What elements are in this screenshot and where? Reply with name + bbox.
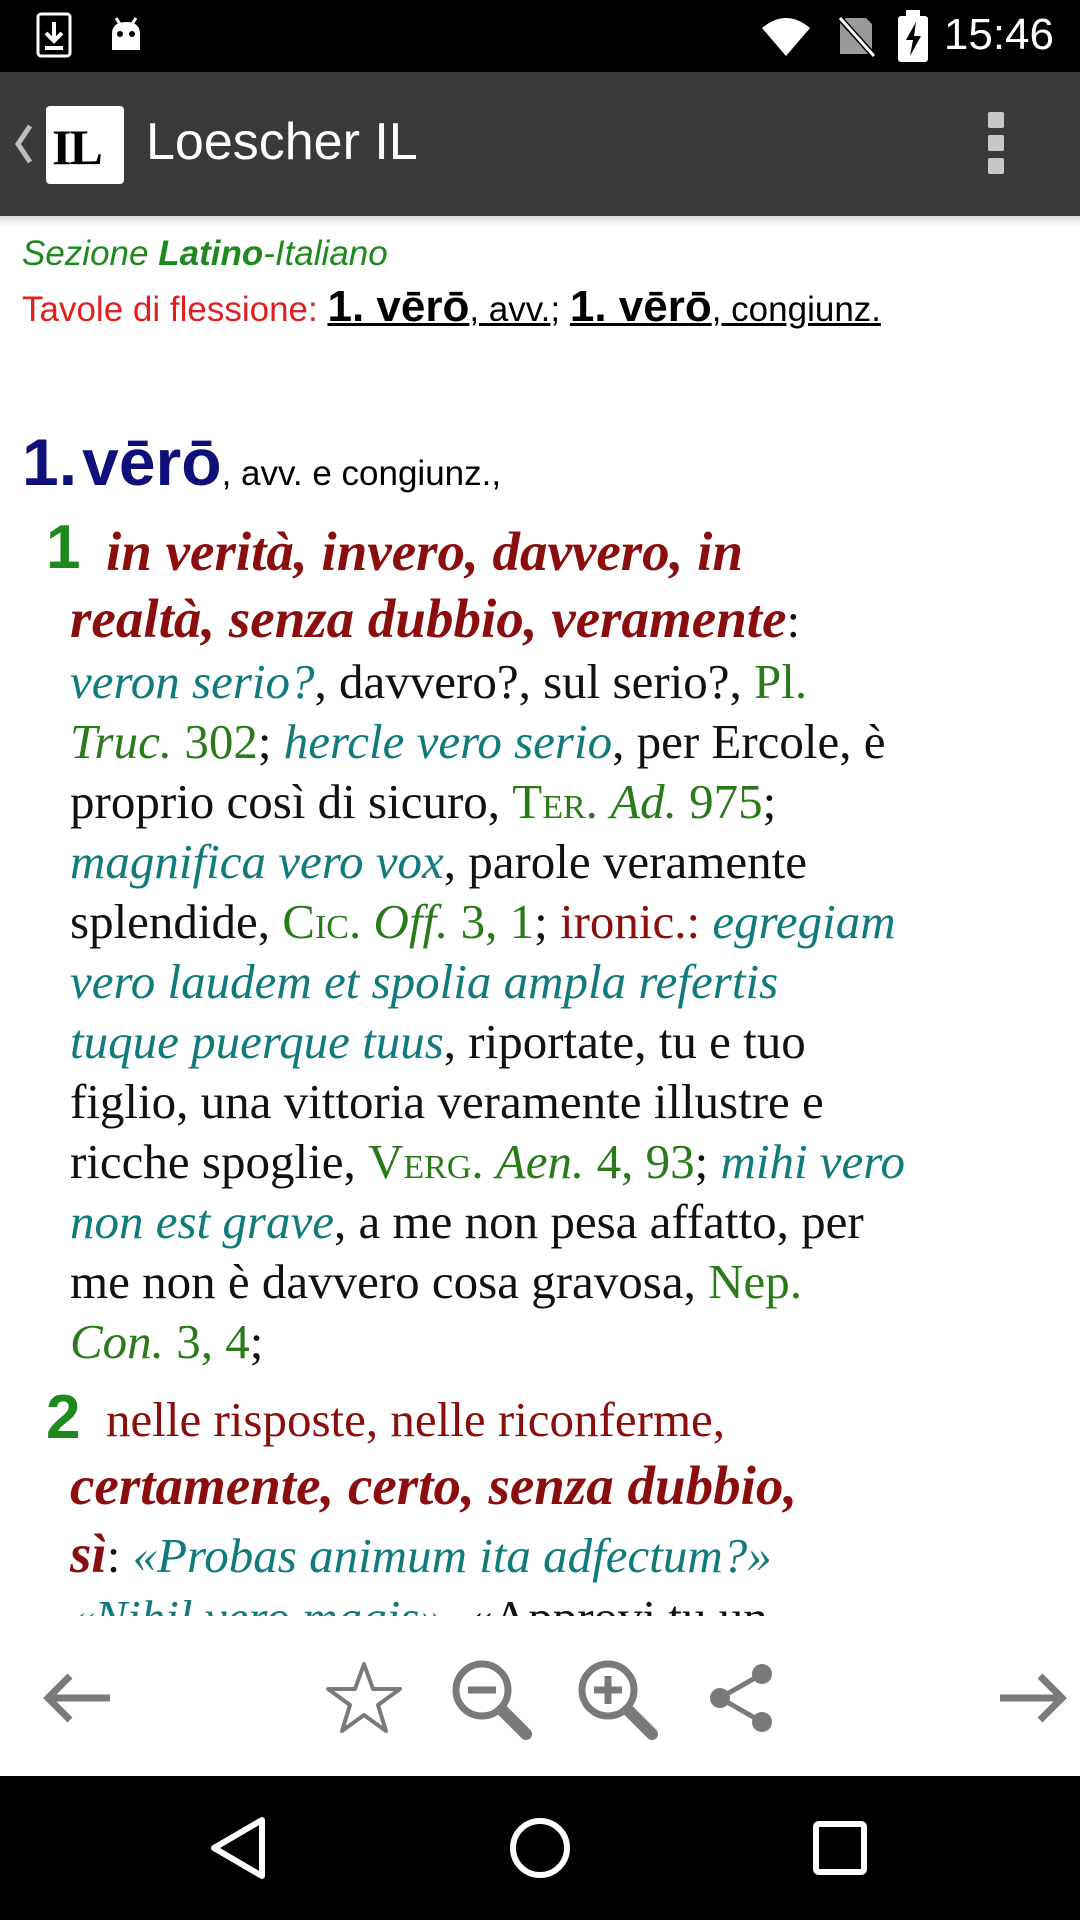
example: tuque puerque tuus [70,1014,444,1069]
nav-home-icon[interactable] [504,1812,576,1884]
gloss: me non è davvero cosa gravosa, [70,1254,709,1309]
zoom-out-icon[interactable] [448,1656,532,1740]
punct: ; [534,894,560,949]
source-author[interactable]: Nep. [708,1254,803,1309]
source-ref: 975 [676,774,763,829]
headword: vērō [82,425,222,499]
inflection-tables-label: Tavole di flessione: [22,290,318,329]
share-icon[interactable] [700,1656,784,1740]
source-work[interactable]: Con. [70,1314,164,1369]
overflow-menu-icon[interactable] [978,112,1014,176]
example: vero laudem et spolia ampla refertis [70,954,779,1009]
sense-translation: realtà, senza dubbio, veramente [70,588,787,649]
headword-number: 1. [22,425,78,499]
sense-number: 1 [46,513,81,582]
gloss: proprio così di sicuro, [70,774,513,829]
link-pos: , congiunz. [711,290,882,329]
section-bold: Latino [158,234,264,273]
gloss: , a me non pesa affatto, per [334,1194,864,1249]
source-ref: 3, 4 [163,1314,250,1369]
source-ref: 302 [172,714,258,769]
gloss: , per Ercole, è [612,714,886,769]
gloss: splendide, [70,894,283,949]
battery-charging-icon [896,10,930,68]
source-work[interactable]: Off. [373,894,449,949]
example: magnifica vero vox [70,834,444,889]
link-separator: ; [550,290,561,329]
section-prefix: Sezione [22,234,159,273]
gloss: , parole veramente [443,834,807,889]
app-bar [0,72,1080,216]
source-ref: 4, 93 [584,1134,695,1189]
dictionary-entry[interactable] [0,216,1080,1616]
inflection-tables [22,282,881,332]
app-logo-text: IL [52,119,101,175]
sense-translation: in verità, invero, davvero, in [106,521,744,582]
example: veron serio? [70,654,315,709]
punct: ; [694,1134,721,1189]
navigation-bar [0,1776,1080,1920]
example: mihi vero [720,1134,906,1189]
usage-note: ironic.: [559,894,713,949]
app-title: Loescher IL [146,113,418,171]
sense-number: 2 [46,1383,81,1452]
source-work[interactable]: Aen. [495,1134,585,1189]
sense-1 [46,513,1060,1372]
source-work[interactable]: Ad. [610,774,677,829]
punct: ; [257,714,284,769]
headword-pos: , avv. e congiunz., [221,454,502,493]
forward-arrow-icon[interactable] [990,1656,1074,1740]
link-pos: , avv. [469,290,551,329]
zoom-in-icon[interactable] [574,1656,658,1740]
inflection-link-adverb[interactable] [327,282,551,331]
back-chevron-icon[interactable] [10,116,36,172]
source-author[interactable]: Verg. [367,1134,484,1189]
punct: ; [249,1314,264,1369]
nav-recents-icon[interactable] [804,1812,876,1884]
gloss: figlio, una vittoria veramente illustre e [70,1074,824,1129]
app-logo[interactable] [46,106,124,184]
download-icon [36,12,72,62]
sense-context: nelle risposte, nelle riconferme, [106,1392,726,1447]
example: «Probas animum ita adfectum?» [132,1528,772,1583]
section-suffix: -Italiano [263,234,388,273]
star-icon[interactable] [322,1656,406,1740]
source-author[interactable]: Pl. [754,654,808,709]
section-line [22,234,388,274]
link-word: 1. vērō [327,282,470,331]
example: non est grave [70,1194,334,1249]
punct: ; [762,774,777,829]
inflection-link-conjunction[interactable] [569,282,882,331]
app-bar-shadow [0,216,1080,226]
source-ref: 3, 1 [448,894,535,949]
status-bar [0,0,1080,72]
no-sim-icon [836,14,876,62]
nav-back-icon[interactable] [204,1812,276,1884]
sense-2 [46,1383,1060,1648]
wifi-icon [760,16,812,60]
punct: : [106,1528,133,1583]
example: egregiam [712,894,896,949]
gloss: , davvero?, sul serio?, [314,654,754,709]
link-word: 1. vērō [569,282,712,331]
android-icon [106,14,146,58]
status-time: 15:46 [943,10,1054,59]
headword-line [22,424,501,500]
example: hercle vero serio [283,714,613,769]
source-author[interactable]: Ter. [512,774,598,829]
gloss: , riportate, tu e tuo [443,1014,806,1069]
bottom-toolbar [0,1616,1080,1776]
back-arrow-icon[interactable] [36,1656,120,1740]
source-author[interactable]: Cic. [282,894,362,949]
gloss: ricche spoglie, [70,1134,368,1189]
punct: : [786,593,801,648]
sense-translation: sì [70,1523,107,1584]
sense-translation: certamente, certo, senza dubbio, [70,1455,798,1516]
source-work[interactable]: Truc. [70,714,173,769]
